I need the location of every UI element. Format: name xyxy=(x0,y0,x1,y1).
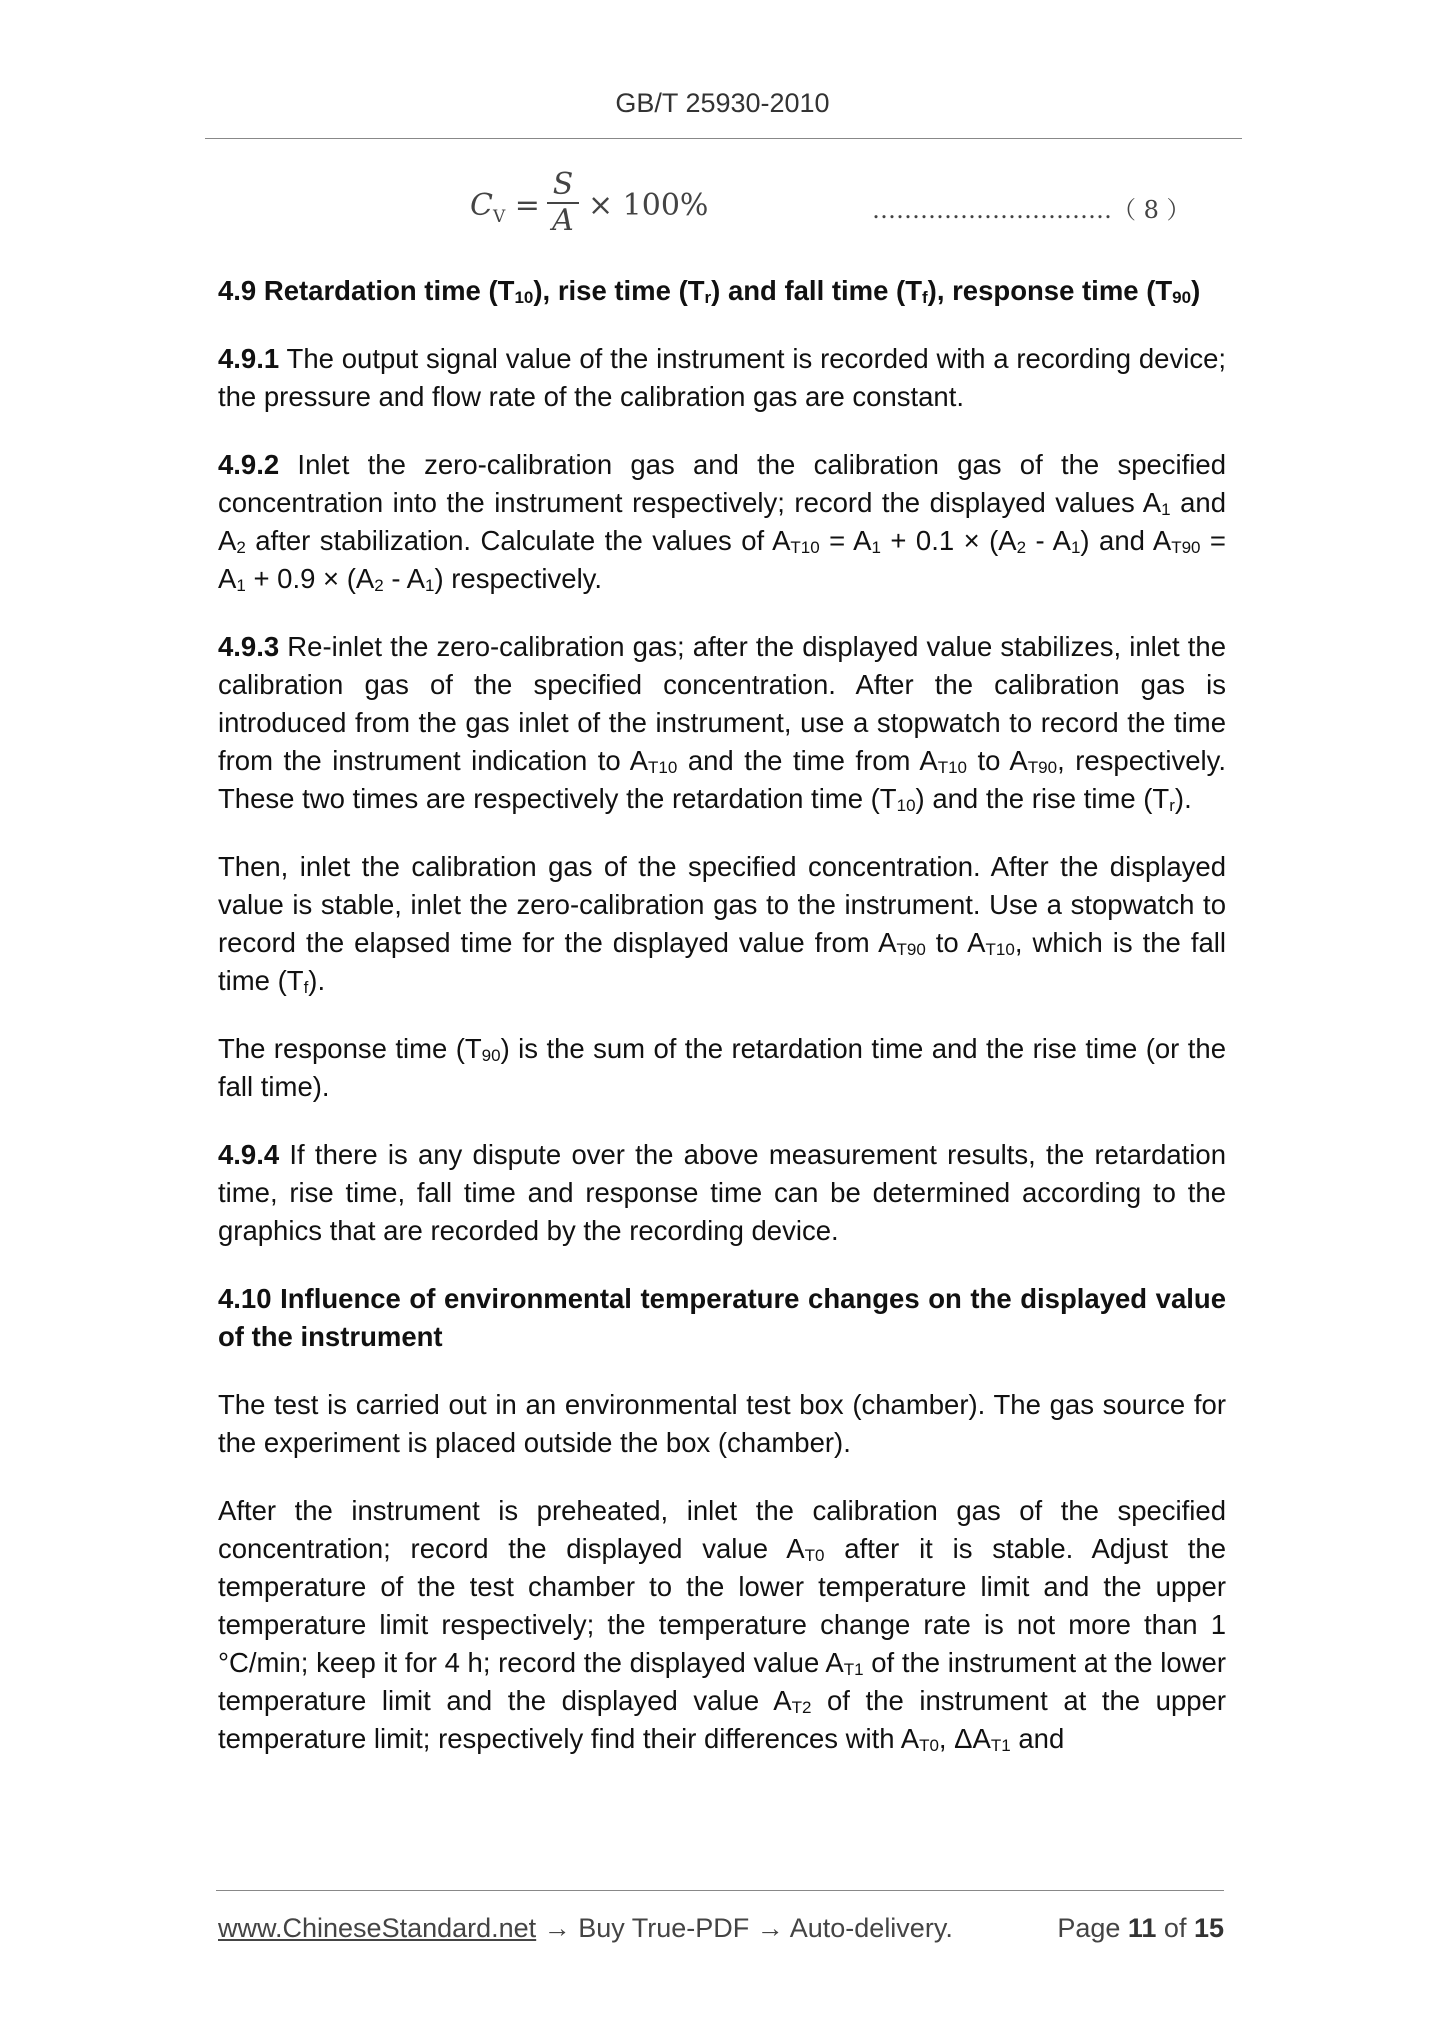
clause-number: 4.9.4 xyxy=(218,1139,280,1170)
equation-lhs xyxy=(470,188,540,227)
header-divider xyxy=(205,138,1242,139)
page-footer xyxy=(218,1913,1224,1944)
section-heading-4-9: 4.9 Retardation time $(T_{10})$, rise time $(T_r)$ and fall time $(T_f)$, response time $(T_{90})$ xyxy=(218,275,1201,307)
fraction-denominator: A xyxy=(552,203,574,238)
equation-multiplier: × 100% xyxy=(588,188,709,223)
fraction xyxy=(547,168,579,238)
current-page-number: 11 xyxy=(1127,1913,1157,1943)
clause-number: 4.9.2 xyxy=(218,449,280,480)
paragraph-fall-time: Then, inlet the calibration gas of the specified concentration. After the displayed value is stable, inlet the zero-calibration gas to the instrument. Use a stopwatch to record the elapsed time for the displayed value from $A_{T90}$ to $A_{T10}$, which is the fall time $(T_f)$. xyxy=(218,851,1226,997)
cv-subscript: V xyxy=(492,207,506,227)
clause-4-9-2: 4.9.2 Inlet the zero-calibration gas and the calibration gas of the specified concentration into the instrument respectively; record the displayed values $A_1$ and $A_2$ after stabilization. Calculate the values of $A_{T10} = A_1 + 0.1 \times (A_2 - A_1)$ and $A_{T90} = A_1 + 0.9 \times (A_2 - A_1)$ respectively. xyxy=(218,449,1226,595)
footer-tagline: → Buy True-PDF → Auto-delivery. xyxy=(536,1913,953,1943)
paragraph-test-setup: The test is carried out in an environmental test box (chamber). The gas source for the experiment is placed outside the box (chamber). xyxy=(218,1389,1226,1458)
clause-number: 4.9.3 xyxy=(218,631,280,662)
clause-4-9-1: 4.9.1 The output signal value of the instrument is recorded with a recording device; the pressure and flow rate of the calibration gas are constant. xyxy=(218,343,1226,412)
footer-divider xyxy=(216,1890,1224,1891)
clause-number: 4.9.1 xyxy=(218,343,280,374)
cv-symbol: C xyxy=(470,188,493,223)
document-code-header: GB/T 25930-2010 xyxy=(615,88,830,118)
document-body xyxy=(218,272,1226,1788)
fraction-numerator: S xyxy=(552,167,574,202)
clause-4-9-3: 4.9.3 Re-inlet the zero-calibration gas; after the displayed value stabilizes, inlet the calibration gas of the specified concentration. After the calibration gas is introduced from the gas inlet of the instrument, use a stopwatch to record the time from the instrument indication to $A_{T10}$ and the time from $A_{T10}$ to $A_{T90}$, respectively. These two times are respectively the retardation time $(T_{10})$ and the rise time $(T_r)$. xyxy=(218,631,1227,815)
page-indicator: Page 11 of 15 xyxy=(1057,1913,1224,1943)
paragraph-temperature-procedure: After the instrument is preheated, inlet the calibration gas of the specified concentration; record the displayed value $A_{T0}$ after it is stable. Adjust the temperature of the test chamber to the lower temperature limit and the upper temperature limit respectively; the temperature change rate is not more than 1 °C/min; keep it for 4 h; record the displayed value $A_{T1}$ of the instrument at the lower temperature limit and the displayed value $A_{T2}$ of the instrument at the upper temperature limit; respectively find their differences with $A_{T0}$, $\Delta A_{T1}$ and xyxy=(218,1495,1226,1755)
paragraph-response-time: The response time $(T_{90})$ is the sum of the retardation time and the rise time (or the fall time). xyxy=(218,1033,1226,1102)
equals-sign: = xyxy=(514,188,540,223)
total-pages: 15 xyxy=(1193,1913,1224,1943)
clause-4-9-4: 4.9.4 If there is any dispute over the above measurement results, the retardation time, rise time, fall time and response time can be determined according to the graphics that are recorded by the recording device. xyxy=(218,1139,1226,1246)
section-heading-4-10: 4.10 Influence of environmental temperature changes on the displayed value of the instrument xyxy=(218,1283,1226,1352)
website-link[interactable]: www.ChineseStandard.net xyxy=(218,1913,537,1943)
equation-number: …………………………（ 8 ） xyxy=(872,196,1191,224)
